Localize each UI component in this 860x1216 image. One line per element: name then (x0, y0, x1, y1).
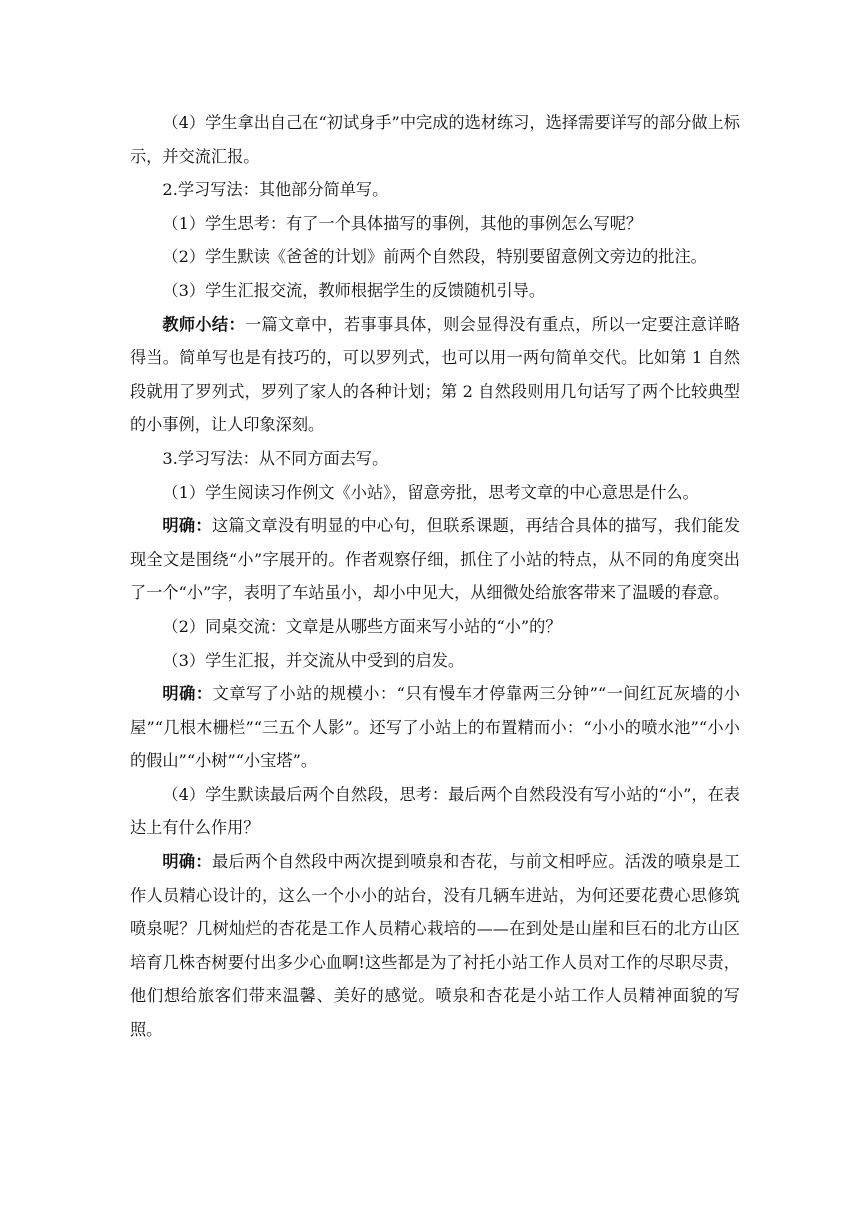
paragraph-1: （4）学生拿出自己在“初试身手”中完成的选材练习，选择需要详写的部分做上标示，并交流汇报。 (130, 113, 740, 166)
paragraph-13: （4）学生默读最后两个自然段，思考：最后两个自然段没有写小站的“小”，在表达上有什么作用？ (130, 784, 740, 838)
paragraph-5: （3）学生汇报交流，教师根据学生的反馈随机引导。 (162, 280, 546, 300)
paragraph-6: 教师小结：一篇文章中，若事事具体，则会显得没有重点，所以一定要注意详略得当。简单写也是有技巧的，可以罗列式，也可以用一两句简单交代。比如第 1 自然段就用了罗列式，罗列了家人的各种计划；第 2 自然段则用几句话写了两个比较典型的小事例，让人印象深刻。 (130, 314, 740, 435)
paragraph-3: （1）学生思考：有了一个具体描写的事例，其他的事例怎么写呢？ (162, 213, 643, 233)
paragraph-2: 2.学习写法：其他部分简单写。 (162, 180, 389, 200)
paragraph-7: 3.学习写法：从不同方面去写。 (162, 448, 389, 468)
paragraph-8: （1）学生阅读习作例文《小站》，留意旁批，思考文章的中心意思是什么。 (162, 482, 699, 502)
paragraph-9: 明确：这篇文章没有明显的中心句，但联系课题，再结合具体的描写，我们能发现全文是围绕“小”字展开的。作者观察仔细，抓住了小站的特点，从不同的角度突出了一个“小”字，表明了车站虽小，却小中见大，从细微处给旅客带来了温暖的春意。 (130, 516, 741, 603)
paragraph-10: （2）同桌交流：文章是从哪些方面来写小站的“小”的？ (162, 616, 562, 636)
paragraph-11: （3）学生汇报，并交流从中受到的启发。 (162, 650, 465, 670)
paragraph-12: 明确：文章写了小站的规模小：“只有慢车才停靠两三分钟”“一间红瓦灰墙的小屋”“几根木栅栏”“三五个人影”。还写了小站上的布置精而小：“小小的喷水池”“小小的假山”“小树”“小宝塔”。 (130, 684, 740, 771)
paragraph-4: （2）学生默读《爸爸的计划》前两个自然段，特别要留意例文旁边的批注。 (162, 247, 707, 267)
paragraph-14: 明确：最后两个自然段中两次提到喷泉和杏花，与前文相呼应。活泼的喷泉是工作人员精心设计的，这么一个小小的站台，没有几辆车进站，为何还要花费心思修筑喷泉呢？几树灿烂的杏花是工作人员精心栽培的——在到处是山崖和巨石的北方山区培育几株杏树要付出多少心血啊!这些都是为了衬托小站工作人员对工作的尽职尽责，他们想给旅客们带来温馨、美好的感觉。喷泉和杏花是小站工作人员精神面貌的写照。 (130, 852, 741, 1040)
